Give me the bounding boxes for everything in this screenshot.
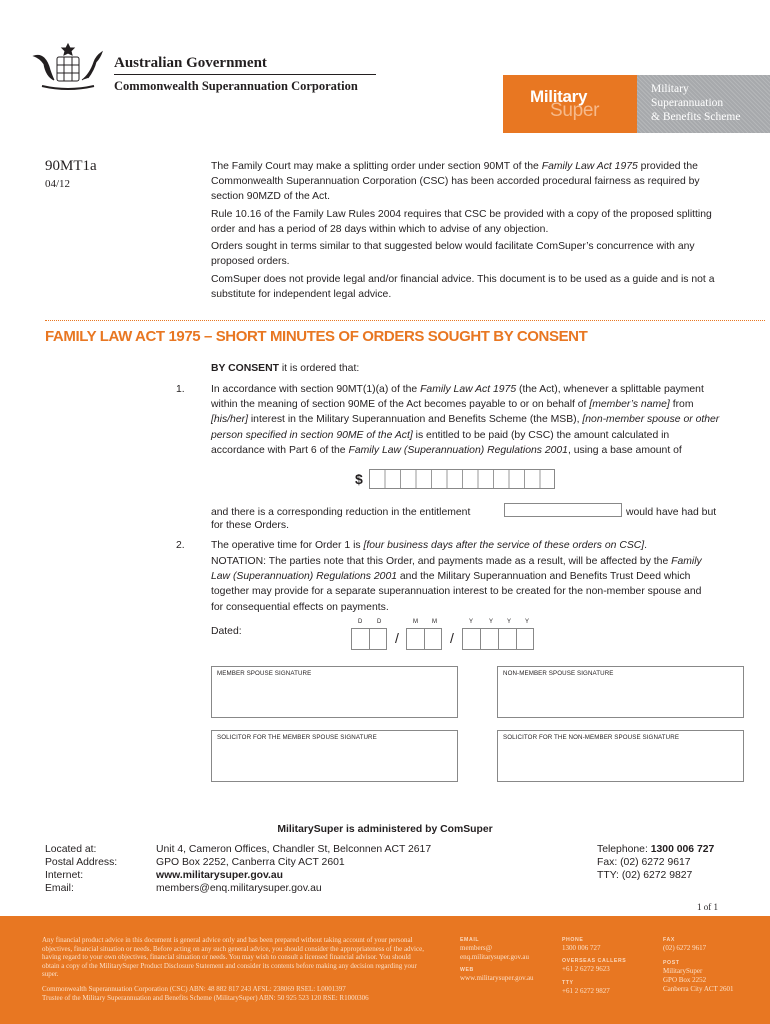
logo-word-super: Super xyxy=(550,100,600,121)
footer-csc-line: Commonwealth Superannuation Corporation (CSC) ABN: 48 882 817 243 AFSL: 238069 RSEL: L0001397 xyxy=(42,985,346,993)
entitlement-person-input[interactable] xyxy=(504,503,622,517)
member-signature-box[interactable] xyxy=(211,666,458,718)
reduction-text-c: for these Orders. xyxy=(211,520,289,531)
postal-value: GPO Box 2252, Canberra City ACT 2601 xyxy=(156,857,345,868)
date-year-input[interactable] xyxy=(462,628,534,650)
order-1-text: In accordance with section 90MT(1)(a) of the Family Law Act 1975 (the Act), whenever a splittable payment within the meaning of section 90ME of the Act becomes payable to or on behalf of [member’s name] from [his/her] interest in the Military Superannuation and Benefits Scheme (the MSB), [non-member spouse or other person specified in section 90ME of the Act] is entitled to be paid (by CSC) the amount calculated in accordance with Part 6 of the Family Law (Superannuation) Regulations 2001, using a base amount of xyxy=(211,384,720,456)
scheme-line-1: Military xyxy=(651,83,689,95)
date-letter-m2: M xyxy=(432,619,437,625)
date-separator-2: / xyxy=(450,630,454,646)
solicitor-member-signature-label: SOLICITOR FOR THE MEMBER SPOUSE SIGNATURE xyxy=(217,734,377,741)
dotted-divider xyxy=(45,320,765,321)
non-member-signature-box[interactable] xyxy=(497,666,744,718)
footer-overseas-heading: OVERSEAS CALLERS xyxy=(562,958,627,964)
footer-web-value[interactable]: www.militarysuper.gov.au xyxy=(460,974,534,982)
solicitor-non-member-signature-label: SOLICITOR FOR THE NON-MEMBER SPOUSE SIGNATURE xyxy=(503,734,680,741)
coat-of-arms-icon xyxy=(26,40,110,96)
form-code: 90MT1a xyxy=(45,158,97,174)
date-month-input[interactable] xyxy=(406,628,442,650)
base-amount-input[interactable] xyxy=(369,469,555,489)
intro-paragraph-1: The Family Court may make a splitting order under section 90MT of the Family Law Act 1975 provided the Commonwealth Superannuation Corporation (CSC) has been accorded procedural fairness as required by section 90MZD of the Act. xyxy=(211,161,700,203)
reduction-text-a: and there is a corresponding reduction in the entitlement xyxy=(211,507,471,518)
footer-phone-heading: PHONE xyxy=(562,937,584,943)
footer-fax-heading: FAX xyxy=(663,937,675,943)
reduction-text-b: would have had but xyxy=(626,507,717,518)
date-letter-m1: M xyxy=(413,619,418,625)
located-value: Unit 4, Cameron Offices, Chandler St, Belconnen ACT 2617 xyxy=(156,844,432,855)
page-number: 1 of 1 xyxy=(697,902,718,912)
footer-web-heading: WEB xyxy=(460,967,474,973)
located-label: Located at: xyxy=(45,844,97,855)
non-member-signature-label: NON-MEMBER SPOUSE SIGNATURE xyxy=(503,670,614,677)
dated-label: Dated: xyxy=(211,626,242,637)
intro-paragraph-4: ComSuper does not provide legal and/or financial advice. This document is to be used as a guide and is not a substitute for independent legal advice. xyxy=(211,274,715,301)
by-consent-line: BY CONSENT it is ordered that: xyxy=(211,363,360,374)
org-line-2: Commonwealth Superannuation Corporation xyxy=(114,79,358,93)
order-2-text: The operative time for Order 1 is [four business days after the service of these orders on CSC]. xyxy=(211,540,648,551)
date-letter-y1: Y xyxy=(469,619,474,625)
scheme-line-3: & Benefits Scheme xyxy=(651,111,741,123)
footer-phone-value: 1300 006 727 xyxy=(562,944,601,952)
order-2-number: 2. xyxy=(176,540,185,551)
footer-overseas-value: +61 2 6272 9623 xyxy=(562,965,610,973)
military-super-logo xyxy=(503,75,637,133)
org-line-1: Australian Government xyxy=(114,55,267,71)
scheme-line-2: Superannuation xyxy=(651,97,724,109)
footer-band xyxy=(0,916,770,1024)
order-1-number: 1. xyxy=(176,384,185,395)
administered-by: MilitarySuper is administered by ComSuper xyxy=(277,824,493,835)
footer-post-heading: POST xyxy=(663,960,680,966)
footer-email-value-2[interactable]: enq.militarysuper.gov.au xyxy=(460,953,529,961)
footer-fax-value: (02) 6272 9617 xyxy=(663,944,707,952)
form-date: 04/12 xyxy=(45,178,71,190)
footer-disclaimer: Any financial product advice in this document is general advice only and has been prepared without taking account of your personal objectives, financial situation or needs. Before acting on any such general advice, you should consider the appropriateness of the advice, having regard to your own objectives, financial situation or needs. You may wish to consult a licensed financial advisor. You should obtain a copy of the MilitarySuper Product Disclosure Statement and consider its contents before making any decision regarding your super. xyxy=(42,936,424,979)
postal-label: Postal Address: xyxy=(45,857,118,868)
footer-email-value-1[interactable]: members@ xyxy=(460,944,493,952)
date-letter-y3: Y xyxy=(507,619,512,625)
footer-post-value-2: GPO Box 2252 xyxy=(663,976,707,984)
date-letter-d2: D xyxy=(377,619,382,625)
footer-tty-heading: TTY xyxy=(562,980,574,986)
intro-paragraph-3: Orders sought in terms similar to that suggested below would facilitate ComSuper’s concurrence with any proposed orders. xyxy=(211,241,695,268)
currency-symbol: $ xyxy=(355,471,363,487)
date-letter-y2: Y xyxy=(489,619,494,625)
email-label: Email: xyxy=(45,883,74,894)
telephone-line: Telephone: 1300 006 727 xyxy=(597,844,715,855)
solicitor-non-member-signature-box[interactable] xyxy=(497,730,744,782)
date-letter-y4: Y xyxy=(525,619,530,625)
date-day-input[interactable] xyxy=(351,628,387,650)
fax-line: Fax: (02) 6272 9617 xyxy=(597,857,691,868)
date-letter-d1: D xyxy=(358,619,363,625)
footer-tty-value: +61 2 6272 9827 xyxy=(562,987,610,995)
member-signature-label: MEMBER SPOUSE SIGNATURE xyxy=(217,670,312,677)
email-link[interactable]: members@enq.militarysuper.gov.au xyxy=(156,883,322,894)
date-separator-1: / xyxy=(395,630,399,646)
page-title: FAMILY LAW ACT 1975 – SHORT MINUTES OF ORDERS SOUGHT BY CONSENT xyxy=(45,328,588,345)
internet-link[interactable]: www.militarysuper.gov.au xyxy=(156,870,284,881)
footer-post-value-3: Canberra City ACT 2601 xyxy=(663,985,734,993)
scheme-name-panel xyxy=(637,75,770,133)
intro-paragraph-2: Rule 10.16 of the Family Law Rules 2004 requires that CSC be provided with a copy of the proposed splitting order and has a period of 28 days within which to advise of any objection. xyxy=(211,209,712,236)
tty-line: TTY: (02) 6272 9827 xyxy=(597,870,693,881)
footer-trustee-line: Trustee of the Military Superannuation and Benefits Scheme (MilitarySuper) ABN: 50 925 523 120 RSE: R1000306 xyxy=(42,994,369,1002)
footer-email-heading: EMAIL xyxy=(460,937,480,943)
footer-post-value-1: MilitarySuper xyxy=(663,967,703,975)
solicitor-member-signature-box[interactable] xyxy=(211,730,458,782)
notation-text: NOTATION: The parties note that this Order, and payments made as a result, will be affected by the Family Law (Superannuation) Regulations 2001 and the Military Superannuation and Benefits Trust Deed which together may provide for a separate superannuation interest to be created for the non-member spouse and for consequential effects on payments. xyxy=(211,556,702,613)
internet-label: Internet: xyxy=(45,870,84,881)
logo-word-military: Military xyxy=(530,87,588,106)
header-rule xyxy=(114,74,376,75)
